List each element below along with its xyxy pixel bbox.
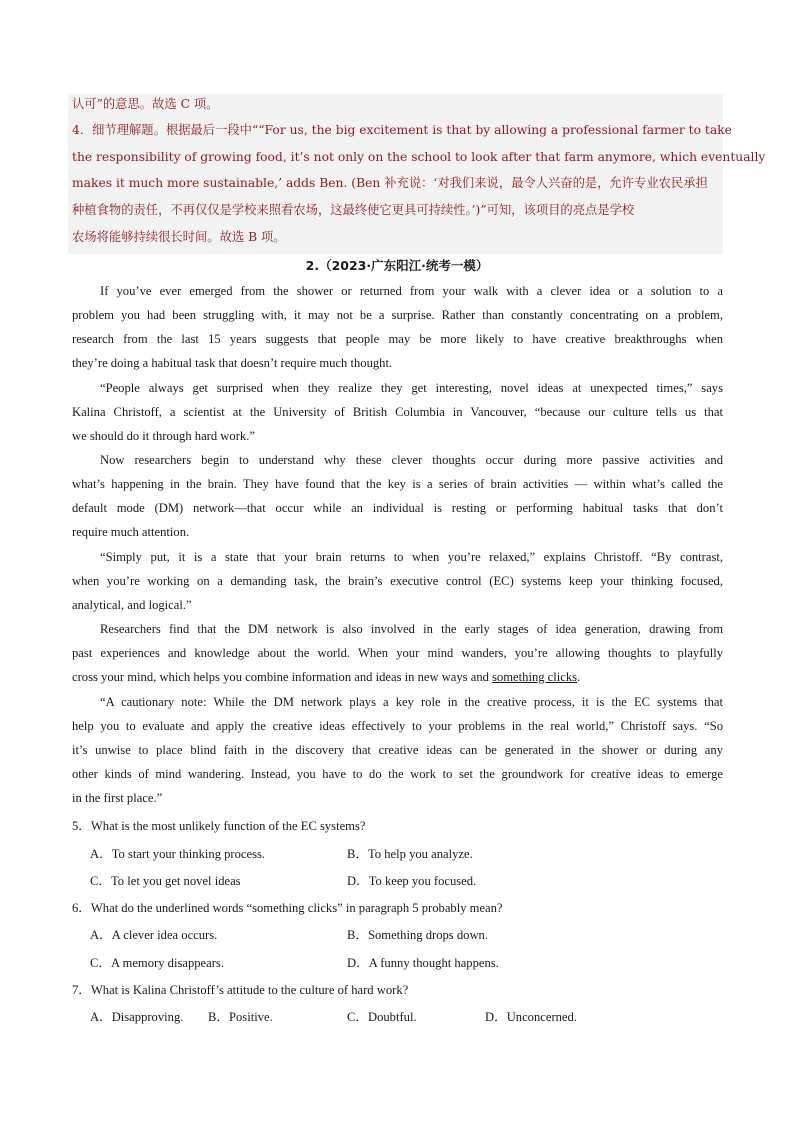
answer-line: 农场将能够持续很长时间。故选 B 项。 — [72, 230, 286, 244]
question-stem: 6．What do the underlined words “something clicks” in paragraph 5 probably mean? — [72, 901, 503, 915]
answer-line: 4．细节理解题。根据最后一段中““For us, the big excitement is that by allowing a professional farmer to take — [72, 123, 732, 137]
underlined-phrase: something clicks — [492, 670, 578, 684]
passage-line: “People always get surprised when they realize they get interesting, novel ideas at unexpected times,” says — [100, 381, 723, 395]
answer-line: 种植食物的责任，不再仅仅是学校来照看农场，这最终使它更具可持续性。’)”可知，该项目的亮点是学校 — [72, 203, 635, 217]
passage-line: default mode (DM) network—that occur while an individual is resting or performing habitual tasks that don’t — [72, 501, 723, 515]
passage-line: we should do it through hard work.” — [72, 429, 255, 443]
passage-line: when you’re working on a demanding task, the brain’s executive control (EC) systems keep your thinking focused, — [72, 574, 723, 588]
passage-line: “A cautionary note: While the DM network plays a key role in the creative process, it is the EC systems that — [100, 695, 723, 709]
option-a[interactable]: A．A clever idea occurs. — [90, 928, 218, 942]
question-stem: 7．What is Kalina Christoff’s attitude to the culture of hard work? — [72, 983, 409, 997]
passage-line: other kinds of mind wandering. Instead, you have to do the work to set the groundwork for creative ideas to emerge — [72, 767, 723, 781]
passage-line: If you’ve ever emerged from the shower or returned from your walk with a clever idea or a solution to a — [100, 284, 723, 298]
passage-line: they’re doing a habitual task that doesn’t require much thought. — [72, 356, 393, 370]
passage-line: Researchers find that the DM network is also involved in the early stages of idea generation, drawing from — [100, 622, 723, 636]
passage-line: analytical, and logical.” — [72, 598, 192, 612]
passage-heading: 2.（2023·广东阳江·统考一模） — [305, 258, 489, 273]
passage-text: cross your mind, which helps you combine information and ideas in new ways and — [72, 670, 493, 684]
passage-line: “Simply put, it is a state that your brain returns to when you’re relaxed,” explains Christoff. “By contrast, — [100, 550, 723, 564]
option-c[interactable]: C．A memory disappears. — [90, 956, 224, 970]
passage-line: help you to evaluate and apply the creative ideas effectively to your problems in the real world,” Christoff says. “So — [72, 719, 723, 733]
option-d[interactable]: D．To keep you focused. — [347, 874, 477, 888]
question-stem: 5．What is the most unlikely function of the EC systems? — [72, 819, 366, 833]
passage-line: past experiences and knowledge about the world. When your mind wanders, you’re allowing thoughts to playfully — [72, 646, 723, 660]
passage-line: Kalina Christoff, a scientist at the University of British Columbia in Vancouver, “because our culture tells us that — [72, 405, 723, 419]
answer-line: the responsibility of growing food, it’s not only on the school to look after that farm anymore, which eventually — [72, 150, 766, 164]
option-d[interactable]: D．A funny thought happens. — [347, 956, 499, 970]
passage-line — [72, 669, 723, 685]
passage-text: . — [577, 670, 581, 684]
option-b[interactable]: B．To help you analyze. — [347, 847, 473, 861]
answer-line: makes it much more sustainable,’ adds Ben. (Ben 补充说：‘对我们来说，最令人兴奋的是，允许专业农民承担 — [72, 176, 708, 190]
answer-line: 认可”的意思。故选 C 项。 — [72, 97, 219, 111]
passage-line: what’s happening in the brain. They have found that the key is a series of brain activities — within what’s called the — [72, 477, 723, 491]
option-c[interactable]: C．Doubtful. — [347, 1010, 417, 1024]
option-a[interactable]: A．Disapproving. — [90, 1010, 184, 1024]
passage-line: require much attention. — [72, 525, 190, 539]
option-b[interactable]: B．Something drops down. — [347, 928, 488, 942]
passage-line: research from the last 15 years suggests that people may be more likely to have creative breakthroughs when — [72, 332, 723, 346]
option-d[interactable]: D．Unconcerned. — [485, 1010, 577, 1024]
option-c[interactable]: C．To let you get novel ideas — [90, 874, 241, 888]
passage-line: in the first place.” — [72, 791, 163, 805]
option-b[interactable]: B．Positive. — [208, 1010, 273, 1024]
option-a[interactable]: A．To start your thinking process. — [90, 847, 266, 861]
passage-line: it’s unwise to place blind faith in the discovery that creative ideas can be generated in the shower or during any — [72, 743, 723, 757]
passage-line: Now researchers begin to understand why these clever thoughts occur during more passive activities and — [100, 453, 723, 467]
passage-line: problem you had been struggling with, it may not be a surprise. Rather than constantly concentrating on a problem, — [72, 308, 723, 322]
